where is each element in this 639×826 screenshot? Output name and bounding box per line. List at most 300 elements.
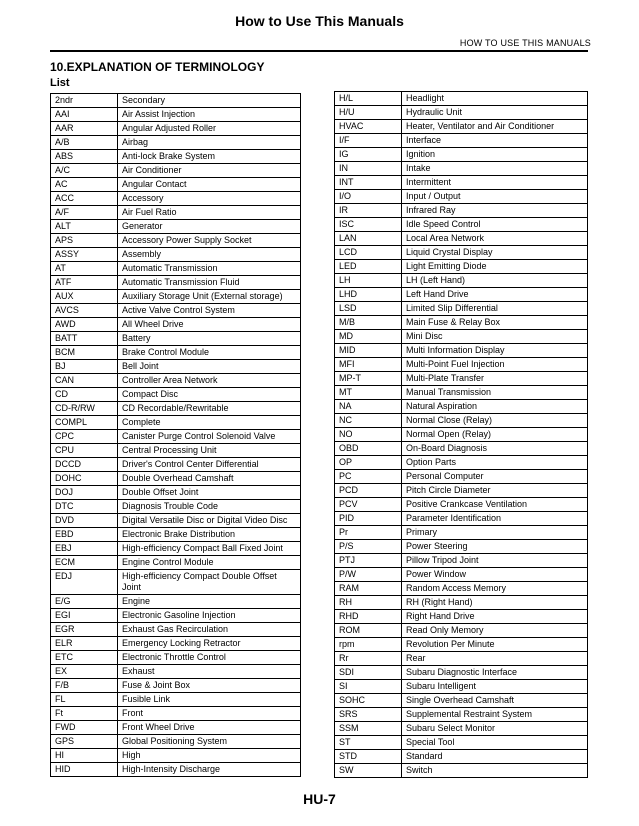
table-row bbox=[335, 624, 588, 638]
abbreviation-cell: A/B bbox=[51, 136, 118, 150]
abbreviation-cell: P/S bbox=[335, 540, 402, 554]
meaning-cell: Fuse & Joint Box bbox=[118, 679, 301, 693]
table-row bbox=[335, 764, 588, 778]
table-row bbox=[335, 596, 588, 610]
meaning-cell: Automatic Transmission bbox=[118, 262, 301, 276]
abbreviation-cell: FL bbox=[51, 693, 118, 707]
meaning-cell: Switch bbox=[402, 764, 588, 778]
abbreviation-cell: 2ndr bbox=[51, 94, 118, 108]
meaning-cell: Front Wheel Drive bbox=[118, 721, 301, 735]
table-row bbox=[51, 556, 301, 570]
abbreviation-cell: H/U bbox=[335, 106, 402, 120]
table-row bbox=[51, 108, 301, 122]
abbreviation-cell: COMPL bbox=[51, 416, 118, 430]
abbreviation-cell: AWD bbox=[51, 318, 118, 332]
table-row bbox=[51, 623, 301, 637]
table-row bbox=[335, 708, 588, 722]
abbreviation-cell: CD bbox=[51, 388, 118, 402]
table-row bbox=[51, 514, 301, 528]
table-row bbox=[335, 414, 588, 428]
table-row bbox=[335, 106, 588, 120]
abbreviation-cell: RH bbox=[335, 596, 402, 610]
table-row bbox=[335, 750, 588, 764]
abbreviation-cell: EBD bbox=[51, 528, 118, 542]
abbreviation-cell: EBJ bbox=[51, 542, 118, 556]
abbreviation-cell: SDI bbox=[335, 666, 402, 680]
meaning-cell: Supplemental Restraint System bbox=[402, 708, 588, 722]
abbreviation-cell: EDJ bbox=[51, 570, 118, 595]
meaning-cell: Manual Transmission bbox=[402, 386, 588, 400]
meaning-cell: Double Overhead Camshaft bbox=[118, 472, 301, 486]
table-row bbox=[51, 304, 301, 318]
meaning-cell: Diagnosis Trouble Code bbox=[118, 500, 301, 514]
meaning-cell: Left Hand Drive bbox=[402, 288, 588, 302]
meaning-cell: Random Access Memory bbox=[402, 582, 588, 596]
meaning-cell: Air Fuel Ratio bbox=[118, 206, 301, 220]
abbreviation-cell: STD bbox=[335, 750, 402, 764]
meaning-cell: RH (Right Hand) bbox=[402, 596, 588, 610]
meaning-cell: Electronic Throttle Control bbox=[118, 651, 301, 665]
header-divider bbox=[50, 50, 588, 52]
abbreviation-cell: SRS bbox=[335, 708, 402, 722]
meaning-cell: Automatic Transmission Fluid bbox=[118, 276, 301, 290]
meaning-cell: Controller Area Network bbox=[118, 374, 301, 388]
table-row bbox=[335, 134, 588, 148]
table-row bbox=[51, 735, 301, 749]
meaning-cell: Secondary bbox=[118, 94, 301, 108]
meaning-cell: CD Recordable/Rewritable bbox=[118, 402, 301, 416]
meaning-cell: Idle Speed Control bbox=[402, 218, 588, 232]
table-row bbox=[51, 220, 301, 234]
meaning-cell: Angular Contact bbox=[118, 178, 301, 192]
table-row bbox=[51, 528, 301, 542]
abbreviation-cell: HID bbox=[51, 763, 118, 777]
table-row bbox=[51, 500, 301, 514]
meaning-cell: High-efficiency Compact Ball Fixed Joint bbox=[118, 542, 301, 556]
table-row bbox=[335, 554, 588, 568]
abbreviation-cell: FWD bbox=[51, 721, 118, 735]
table-row bbox=[335, 386, 588, 400]
abbreviation-cell: PCV bbox=[335, 498, 402, 512]
table-row bbox=[51, 707, 301, 721]
abbreviation-cell: E/G bbox=[51, 595, 118, 609]
abbreviation-cell: EGR bbox=[51, 623, 118, 637]
abbreviation-cell: ECM bbox=[51, 556, 118, 570]
abbreviation-cell: I/F bbox=[335, 134, 402, 148]
meaning-cell: Compact Disc bbox=[118, 388, 301, 402]
table-row bbox=[335, 610, 588, 624]
table-row bbox=[51, 318, 301, 332]
abbreviation-cell: SOHC bbox=[335, 694, 402, 708]
meaning-cell: Auxiliary Storage Unit (External storage) bbox=[118, 290, 301, 304]
abbreviation-cell: PTJ bbox=[335, 554, 402, 568]
table-row bbox=[51, 276, 301, 290]
meaning-cell: Exhaust bbox=[118, 665, 301, 679]
meaning-cell: Heater, Ventilator and Air Conditioner bbox=[402, 120, 588, 134]
meaning-cell: Power Steering bbox=[402, 540, 588, 554]
abbreviation-cell: OP bbox=[335, 456, 402, 470]
table-row bbox=[51, 402, 301, 416]
abbreviation-cell: LH bbox=[335, 274, 402, 288]
abbreviation-cell: AAI bbox=[51, 108, 118, 122]
table-row bbox=[51, 721, 301, 735]
abbreviation-cell: CD-R/RW bbox=[51, 402, 118, 416]
meaning-cell: Normal Close (Relay) bbox=[402, 414, 588, 428]
meaning-cell: Pillow Tripod Joint bbox=[402, 554, 588, 568]
abbreviation-cell: RAM bbox=[335, 582, 402, 596]
meaning-cell: All Wheel Drive bbox=[118, 318, 301, 332]
meaning-cell: Air Conditioner bbox=[118, 164, 301, 178]
meaning-cell: Subaru Select Monitor bbox=[402, 722, 588, 736]
table-row bbox=[51, 206, 301, 220]
abbreviation-cell: SSM bbox=[335, 722, 402, 736]
abbreviation-cell: MFI bbox=[335, 358, 402, 372]
abbreviation-cell: MID bbox=[335, 344, 402, 358]
table-row bbox=[335, 288, 588, 302]
abbreviation-cell: INT bbox=[335, 176, 402, 190]
meaning-cell: Global Positioning System bbox=[118, 735, 301, 749]
abbreviation-cell: CAN bbox=[51, 374, 118, 388]
abbreviation-cell: BATT bbox=[51, 332, 118, 346]
abbreviation-cell: PCD bbox=[335, 484, 402, 498]
abbreviation-cell: LAN bbox=[335, 232, 402, 246]
table-row bbox=[51, 136, 301, 150]
abbreviation-cell: AC bbox=[51, 178, 118, 192]
abbreviation-cell: RHD bbox=[335, 610, 402, 624]
abbreviation-cell: PC bbox=[335, 470, 402, 484]
table-row bbox=[335, 456, 588, 470]
table-row bbox=[51, 595, 301, 609]
abbreviation-cell: CPU bbox=[51, 444, 118, 458]
abbreviation-cell: Rr bbox=[335, 652, 402, 666]
meaning-cell: Intermittent bbox=[402, 176, 588, 190]
table-row bbox=[335, 330, 588, 344]
table-row bbox=[335, 638, 588, 652]
abbreviation-cell: DVD bbox=[51, 514, 118, 528]
table-row bbox=[51, 122, 301, 136]
table-row bbox=[335, 498, 588, 512]
table-row bbox=[335, 92, 588, 106]
terminology-table-right-body bbox=[335, 92, 588, 778]
abbreviation-cell: AT bbox=[51, 262, 118, 276]
meaning-cell: Bell Joint bbox=[118, 360, 301, 374]
abbreviation-cell: DOHC bbox=[51, 472, 118, 486]
table-row bbox=[335, 540, 588, 554]
abbreviation-cell: APS bbox=[51, 234, 118, 248]
meaning-cell: Personal Computer bbox=[402, 470, 588, 484]
table-row bbox=[51, 444, 301, 458]
table-row bbox=[51, 542, 301, 556]
table-row bbox=[335, 484, 588, 498]
table-row bbox=[335, 582, 588, 596]
abbreviation-cell: AUX bbox=[51, 290, 118, 304]
table-row bbox=[335, 204, 588, 218]
table-row bbox=[51, 763, 301, 777]
table-row bbox=[51, 430, 301, 444]
table-row bbox=[335, 680, 588, 694]
meaning-cell: Standard bbox=[402, 750, 588, 764]
abbreviation-cell: GPS bbox=[51, 735, 118, 749]
table-row bbox=[51, 178, 301, 192]
table-row bbox=[335, 260, 588, 274]
abbreviation-cell: CPC bbox=[51, 430, 118, 444]
abbreviation-cell: EGI bbox=[51, 609, 118, 623]
meaning-cell: Positive Crankcase Ventilation bbox=[402, 498, 588, 512]
table-row bbox=[335, 372, 588, 386]
section-title: 10.EXPLANATION OF TERMINOLOGY bbox=[50, 60, 265, 74]
table-row bbox=[51, 360, 301, 374]
abbreviation-cell: ELR bbox=[51, 637, 118, 651]
abbreviation-cell: M/B bbox=[335, 316, 402, 330]
abbreviation-cell: AVCS bbox=[51, 304, 118, 318]
table-row bbox=[335, 400, 588, 414]
meaning-cell: Main Fuse & Relay Box bbox=[402, 316, 588, 330]
table-row bbox=[51, 150, 301, 164]
table-row bbox=[335, 274, 588, 288]
abbreviation-cell: A/C bbox=[51, 164, 118, 178]
table-row bbox=[51, 665, 301, 679]
table-row bbox=[51, 192, 301, 206]
meaning-cell: Active Valve Control System bbox=[118, 304, 301, 318]
table-row bbox=[335, 666, 588, 680]
table-row bbox=[335, 176, 588, 190]
meaning-cell: Primary bbox=[402, 526, 588, 540]
table-row bbox=[335, 470, 588, 484]
abbreviation-cell: IG bbox=[335, 148, 402, 162]
abbreviation-cell: NA bbox=[335, 400, 402, 414]
meaning-cell: Parameter Identification bbox=[402, 512, 588, 526]
abbreviation-cell: LCD bbox=[335, 246, 402, 260]
abbreviation-cell: DTC bbox=[51, 500, 118, 514]
meaning-cell: Accessory Power Supply Socket bbox=[118, 234, 301, 248]
meaning-cell: Digital Versatile Disc or Digital Video Disc bbox=[118, 514, 301, 528]
table-row bbox=[335, 190, 588, 204]
terminology-table-left-body bbox=[51, 94, 301, 777]
meaning-cell: Assembly bbox=[118, 248, 301, 262]
meaning-cell: Subaru Intelligent bbox=[402, 680, 588, 694]
table-row bbox=[51, 609, 301, 623]
meaning-cell: Accessory bbox=[118, 192, 301, 206]
meaning-cell: Multi Information Display bbox=[402, 344, 588, 358]
abbreviation-cell: EX bbox=[51, 665, 118, 679]
meaning-cell: Headlight bbox=[402, 92, 588, 106]
meaning-cell: Right Hand Drive bbox=[402, 610, 588, 624]
meaning-cell: Multi-Point Fuel Injection bbox=[402, 358, 588, 372]
meaning-cell: Generator bbox=[118, 220, 301, 234]
meaning-cell: Angular Adjusted Roller bbox=[118, 122, 301, 136]
meaning-cell: Subaru Diagnostic Interface bbox=[402, 666, 588, 680]
table-row bbox=[51, 388, 301, 402]
meaning-cell: Light Emitting Diode bbox=[402, 260, 588, 274]
table-row bbox=[51, 749, 301, 763]
meaning-cell: Engine bbox=[118, 595, 301, 609]
meaning-cell: Intake bbox=[402, 162, 588, 176]
table-row bbox=[335, 316, 588, 330]
meaning-cell: Double Offset Joint bbox=[118, 486, 301, 500]
meaning-cell: Liquid Crystal Display bbox=[402, 246, 588, 260]
meaning-cell: Air Assist Injection bbox=[118, 108, 301, 122]
abbreviation-cell: ROM bbox=[335, 624, 402, 638]
abbreviation-cell: I/O bbox=[335, 190, 402, 204]
abbreviation-cell: ATF bbox=[51, 276, 118, 290]
meaning-cell: On-Board Diagnosis bbox=[402, 442, 588, 456]
abbreviation-cell: H/L bbox=[335, 92, 402, 106]
meaning-cell: Brake Control Module bbox=[118, 346, 301, 360]
abbreviation-cell: ABS bbox=[51, 150, 118, 164]
meaning-cell: Option Parts bbox=[402, 456, 588, 470]
meaning-cell: Rear bbox=[402, 652, 588, 666]
table-row bbox=[51, 637, 301, 651]
table-row bbox=[335, 358, 588, 372]
abbreviation-cell: A/F bbox=[51, 206, 118, 220]
meaning-cell: Electronic Gasoline Injection bbox=[118, 609, 301, 623]
page-number: HU-7 bbox=[303, 791, 336, 807]
meaning-cell: Engine Control Module bbox=[118, 556, 301, 570]
abbreviation-cell: AAR bbox=[51, 122, 118, 136]
table-row bbox=[51, 679, 301, 693]
meaning-cell: Ignition bbox=[402, 148, 588, 162]
meaning-cell: Airbag bbox=[118, 136, 301, 150]
table-row bbox=[51, 693, 301, 707]
meaning-cell: Battery bbox=[118, 332, 301, 346]
meaning-cell: Power Window bbox=[402, 568, 588, 582]
meaning-cell: Complete bbox=[118, 416, 301, 430]
meaning-cell: Canister Purge Control Solenoid Valve bbox=[118, 430, 301, 444]
table-row bbox=[335, 218, 588, 232]
meaning-cell: Anti-lock Brake System bbox=[118, 150, 301, 164]
abbreviation-cell: ST bbox=[335, 736, 402, 750]
abbreviation-cell: DOJ bbox=[51, 486, 118, 500]
abbreviation-cell: BJ bbox=[51, 360, 118, 374]
page-title: How to Use This Manuals bbox=[235, 13, 404, 29]
meaning-cell: Normal Open (Relay) bbox=[402, 428, 588, 442]
meaning-cell: Single Overhead Camshaft bbox=[402, 694, 588, 708]
abbreviation-cell: ALT bbox=[51, 220, 118, 234]
abbreviation-cell: rpm bbox=[335, 638, 402, 652]
table-row bbox=[51, 458, 301, 472]
meaning-cell: Exhaust Gas Recirculation bbox=[118, 623, 301, 637]
abbreviation-cell: LHD bbox=[335, 288, 402, 302]
meaning-cell: High-efficiency Compact Double Offset Joint bbox=[118, 570, 301, 595]
abbreviation-cell: IR bbox=[335, 204, 402, 218]
abbreviation-cell: ISC bbox=[335, 218, 402, 232]
abbreviation-cell: NO bbox=[335, 428, 402, 442]
meaning-cell: Read Only Memory bbox=[402, 624, 588, 638]
table-row bbox=[335, 428, 588, 442]
table-row bbox=[51, 472, 301, 486]
abbreviation-cell: ETC bbox=[51, 651, 118, 665]
table-row bbox=[51, 164, 301, 178]
meaning-cell: Emergency Locking Retractor bbox=[118, 637, 301, 651]
table-row bbox=[335, 246, 588, 260]
meaning-cell: Electronic Brake Distribution bbox=[118, 528, 301, 542]
meaning-cell: Input / Output bbox=[402, 190, 588, 204]
table-row bbox=[335, 302, 588, 316]
table-row bbox=[51, 346, 301, 360]
table-row bbox=[335, 694, 588, 708]
table-row bbox=[335, 526, 588, 540]
table-row bbox=[335, 148, 588, 162]
abbreviation-cell: HI bbox=[51, 749, 118, 763]
meaning-cell: LH (Left Hand) bbox=[402, 274, 588, 288]
terminology-table-right bbox=[334, 91, 588, 778]
abbreviation-cell: P/W bbox=[335, 568, 402, 582]
meaning-cell: Fusible Link bbox=[118, 693, 301, 707]
subsection-title: List bbox=[50, 77, 70, 89]
abbreviation-cell: MP-T bbox=[335, 372, 402, 386]
abbreviation-cell: SI bbox=[335, 680, 402, 694]
table-row bbox=[51, 262, 301, 276]
abbreviation-cell: ASSY bbox=[51, 248, 118, 262]
abbreviation-cell: HVAC bbox=[335, 120, 402, 134]
abbreviation-cell: Ft bbox=[51, 707, 118, 721]
meaning-cell: Local Area Network bbox=[402, 232, 588, 246]
terminology-table-left bbox=[50, 93, 301, 777]
meaning-cell: High bbox=[118, 749, 301, 763]
meaning-cell: Interface bbox=[402, 134, 588, 148]
table-row bbox=[335, 232, 588, 246]
table-row bbox=[51, 570, 301, 595]
table-row bbox=[51, 332, 301, 346]
meaning-cell: Natural Aspiration bbox=[402, 400, 588, 414]
table-row bbox=[335, 652, 588, 666]
table-row bbox=[335, 442, 588, 456]
table-row bbox=[335, 512, 588, 526]
abbreviation-cell: MT bbox=[335, 386, 402, 400]
table-row bbox=[51, 290, 301, 304]
meaning-cell: Hydraulic Unit bbox=[402, 106, 588, 120]
table-row bbox=[51, 94, 301, 108]
meaning-cell: Revolution Per Minute bbox=[402, 638, 588, 652]
table-row bbox=[335, 722, 588, 736]
table-row bbox=[51, 416, 301, 430]
abbreviation-cell: LSD bbox=[335, 302, 402, 316]
abbreviation-cell: NC bbox=[335, 414, 402, 428]
abbreviation-cell: ACC bbox=[51, 192, 118, 206]
table-row bbox=[335, 120, 588, 134]
abbreviation-cell: BCM bbox=[51, 346, 118, 360]
table-row bbox=[51, 486, 301, 500]
abbreviation-cell: PID bbox=[335, 512, 402, 526]
abbreviation-cell: DCCD bbox=[51, 458, 118, 472]
abbreviation-cell: F/B bbox=[51, 679, 118, 693]
table-row bbox=[51, 234, 301, 248]
meaning-cell: Driver's Control Center Differential bbox=[118, 458, 301, 472]
abbreviation-cell: Pr bbox=[335, 526, 402, 540]
meaning-cell: Front bbox=[118, 707, 301, 721]
table-row bbox=[335, 736, 588, 750]
table-row bbox=[335, 344, 588, 358]
meaning-cell: Pitch Circle Diameter bbox=[402, 484, 588, 498]
meaning-cell: Central Processing Unit bbox=[118, 444, 301, 458]
abbreviation-cell: MD bbox=[335, 330, 402, 344]
table-row bbox=[335, 568, 588, 582]
meaning-cell: High-Intensity Discharge bbox=[118, 763, 301, 777]
table-row bbox=[51, 248, 301, 262]
meaning-cell: Multi-Plate Transfer bbox=[402, 372, 588, 386]
table-row bbox=[335, 162, 588, 176]
abbreviation-cell: OBD bbox=[335, 442, 402, 456]
abbreviation-cell: SW bbox=[335, 764, 402, 778]
abbreviation-cell: LED bbox=[335, 260, 402, 274]
section-header-label: HOW TO USE THIS MANUALS bbox=[459, 38, 591, 48]
table-row bbox=[51, 651, 301, 665]
meaning-cell: Special Tool bbox=[402, 736, 588, 750]
meaning-cell: Limited Slip Differential bbox=[402, 302, 588, 316]
table-row bbox=[51, 374, 301, 388]
meaning-cell: Mini Disc bbox=[402, 330, 588, 344]
meaning-cell: Infrared Ray bbox=[402, 204, 588, 218]
